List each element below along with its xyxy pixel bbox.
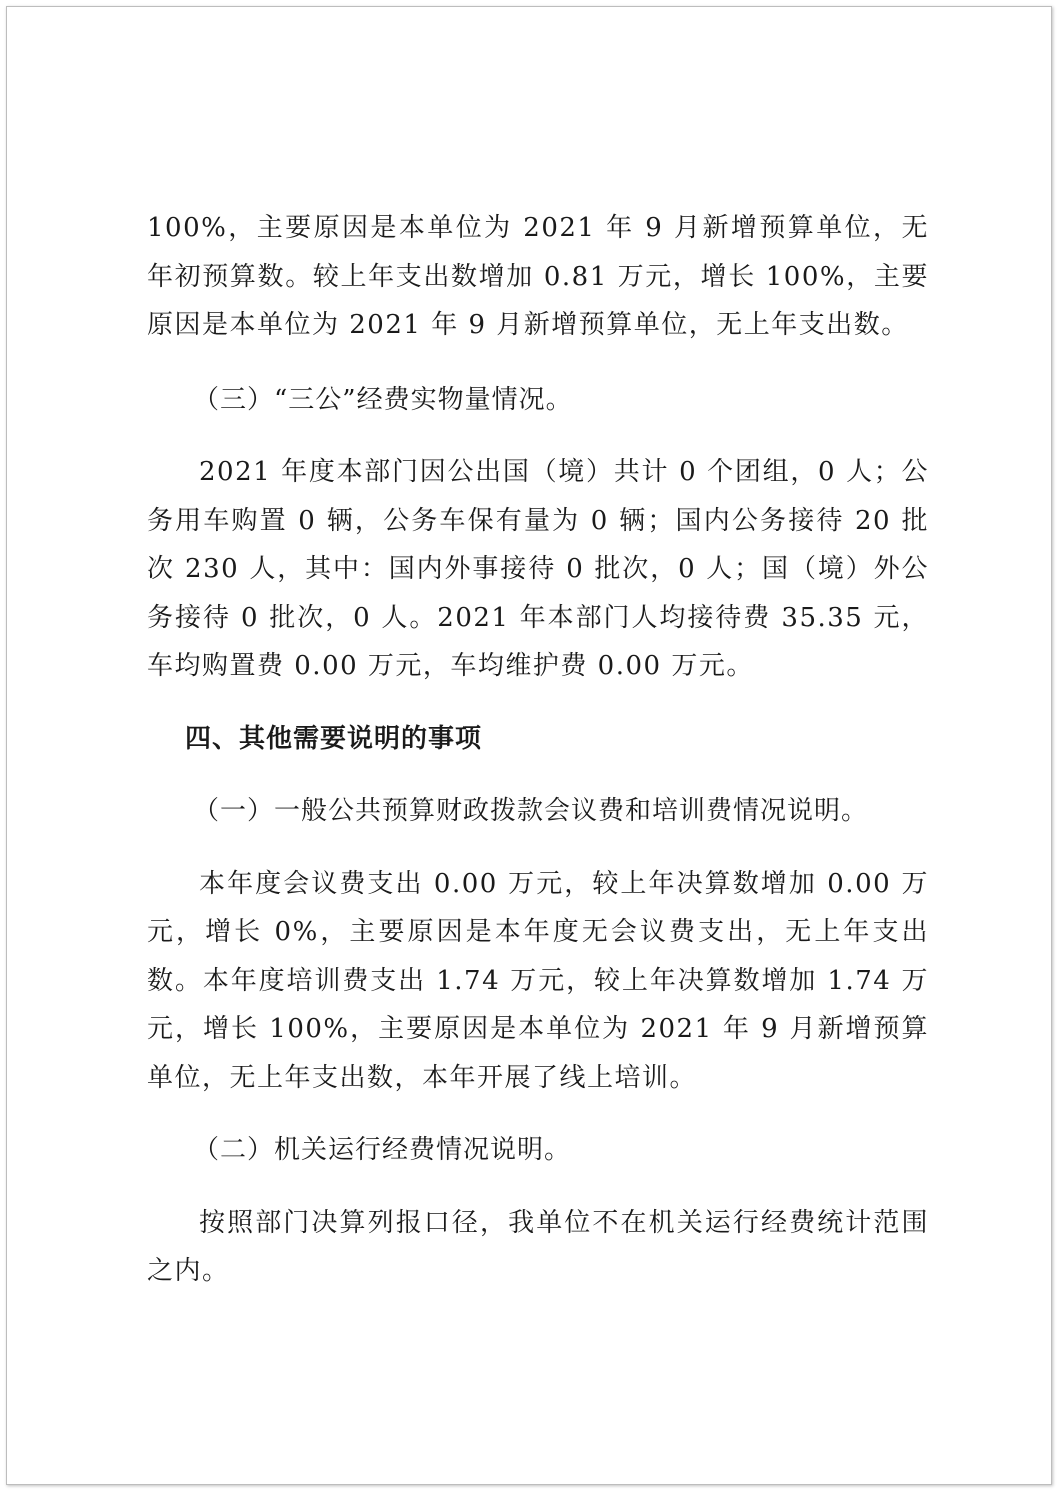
- document-page: [6, 6, 1052, 1485]
- section-heading-operating-expenses: （二）机关运行经费情况说明。: [193, 1135, 572, 1165]
- section-heading-other-matters: 四、其他需要说明的事项: [185, 723, 483, 754]
- section-heading-three-public-quantity: （三）“三公”经费实物量情况。: [193, 384, 573, 415]
- paragraph-budget-continuation: 100%，主要原因是本单位为 2021 年 9 月新增预算单位，无年初预算数。较上年支出数增加 0.81 万元，增长 100%，主要原因是本单位为 2021 年 9 月新增预算单位，无上年支出数。: [147, 213, 929, 340]
- document-body: [147, 204, 929, 1296]
- paragraph-operating-expenses: 按照部门决算列报口径，我单位不在机关运行经费统计范围之内。: [147, 1207, 929, 1286]
- paragraph-three-public-quantity: 2021 年度本部门因公出国（境）共计 0 个团组，0 人；公务用车购置 0 辆，公务车保有量为 0 辆；国内公务接待 20 批次 230 人，其中：国内外事接待 0 批次，0 人；国（境）外公务接待 0 批次，0 人。2021 年本部门人均接待费 35.35 元，车均购置费 0.00 万元，车均维护费 0.00 万元。: [147, 457, 929, 681]
- paragraph-meeting-training: 本年度会议费支出 0.00 万元，较上年决算数增加 0.00 万元，增长 0%，主要原因是本年度无会议费支出，无上年支出数。本年度培训费支出 1.74 万元，较上年决算数增加 1.74 万元，增长 100%，主要原因是本单位为 2021 年 9 月新增预算单位，无上年支出数，本年开展了线上培训。: [147, 868, 929, 1093]
- section-heading-meeting-training: （一）一般公共预算财政拨款会议费和培训费情况说明。: [193, 796, 869, 826]
